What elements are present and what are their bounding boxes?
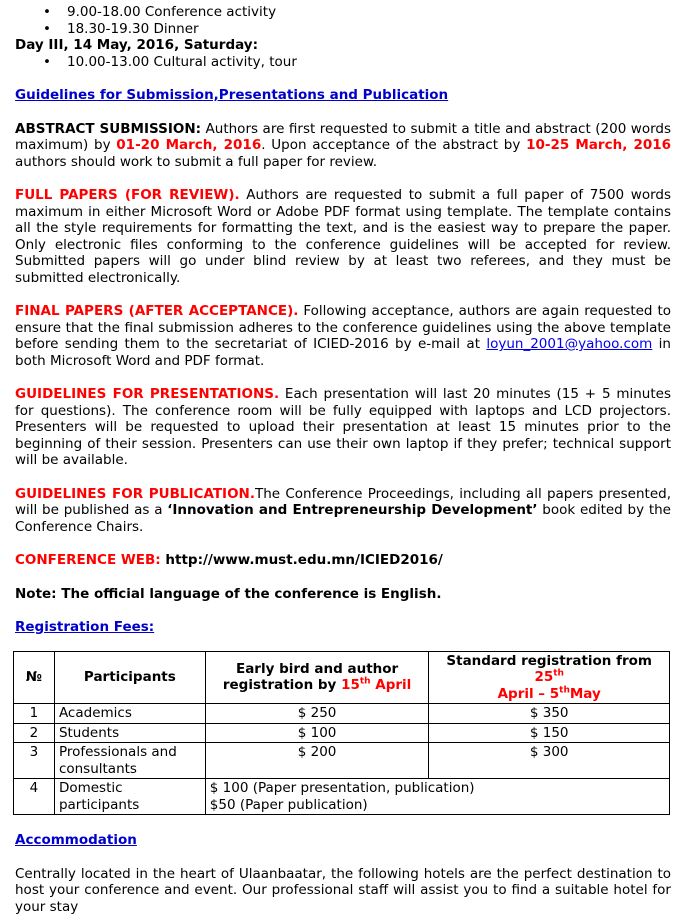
row-number: 2 <box>14 723 55 743</box>
presentations-text: Each presentation will last 20 minutes (15 + 5 minutes for questions). The conference room will be fully equipped with laptops and LCD projectors. Presenters will be requested to upload their presentation at least 15 minutes prior to the beginning of their session. Presenters can use their own laptop if they prefer; technical support will be available. <box>15 386 671 468</box>
table-row <box>14 723 670 743</box>
day3-heading: Day III, 14 May, 2016, Saturday: <box>15 37 671 54</box>
domestic-fee-line: $ 100 (Paper presentation, publication) <box>210 780 665 797</box>
header-date: 15 <box>341 677 360 693</box>
abstract-paragraph <box>15 121 671 171</box>
schedule-item: • 18.30-19.30 Dinner <box>15 21 671 38</box>
abstract-text: authors should work to submit a full paper for review. <box>15 154 377 170</box>
final-papers-text: Following acceptance, authors are again requested to ensure that the final submission adheres to the conference guidelines using the above template before sending them to the secretariat of ICIED-2016 by e-mail at <box>15 303 671 352</box>
row-number: 3 <box>14 743 55 779</box>
registration-fees-table <box>13 651 670 816</box>
row-number: 1 <box>14 704 55 724</box>
column-header-number: № <box>14 651 55 704</box>
registration-fees-heading-link[interactable]: Registration Fees: <box>15 619 154 635</box>
early-bird-fee: $ 250 <box>205 704 429 724</box>
table-row <box>14 743 670 779</box>
header-sup: th <box>553 669 564 679</box>
table-row <box>14 779 670 815</box>
conference-web-line <box>15 552 671 569</box>
domestic-fees <box>205 779 669 815</box>
header-text: Standard registration from <box>446 653 652 669</box>
participant-type: Academics <box>54 704 205 724</box>
accommodation-heading-link[interactable]: Accommodation <box>15 832 137 848</box>
early-bird-fee: $ 100 <box>205 723 429 743</box>
final-papers-paragraph <box>15 303 671 369</box>
table-header-row <box>14 651 670 704</box>
publication-text: The Conference Proceedings, including all papers presented, will be published as a <box>15 486 671 519</box>
abstract-label: ABSTRACT SUBMISSION: <box>15 121 201 137</box>
full-papers-label: FULL PAPERS (FOR REVIEW). <box>15 187 240 203</box>
standard-fee: $ 350 <box>429 704 670 724</box>
participant-type: Domestic participants <box>54 779 205 815</box>
presentations-paragraph <box>15 386 671 469</box>
publication-label: GUIDELINES FOR PUBLICATION. <box>15 486 255 502</box>
header-date: April – 5 <box>498 686 560 702</box>
standard-fee: $ 300 <box>429 743 670 779</box>
acceptance-date: 10-25 March, 2016 <box>526 137 671 153</box>
header-sup: th <box>559 685 570 695</box>
schedule-item: • 10.00-13.00 Cultural activity, tour <box>15 54 671 71</box>
column-header-participants: Participants <box>54 651 205 704</box>
column-header-early-bird <box>205 651 429 704</box>
language-note: Note: The official language of the conference is English. <box>15 586 671 603</box>
header-date: 25 <box>534 669 553 685</box>
full-papers-text: Authors are requested to submit a full paper of 7500 words maximum in either Microsoft Word or Adobe PDF format using template. The template contains all the style requirements for formatting the text, and is the easiest way to prepare the paper. Only electronic files conforming to the conference guidelines will be accepted for review. Submitted papers will go under blind review by at least two referees, and they must be submitted electronically. <box>15 187 671 286</box>
header-date: April <box>371 677 412 693</box>
full-papers-paragraph <box>15 187 671 286</box>
publication-paragraph <box>15 486 671 536</box>
conference-web-url: http://www.must.edu.mn/ICIED2016/ <box>161 552 443 568</box>
row-number: 4 <box>14 779 55 815</box>
abstract-text: Authors are first requested to submit a title and abstract (200 words maximum) by <box>15 121 671 154</box>
early-bird-date <box>341 677 411 693</box>
participant-type: Students <box>54 723 205 743</box>
standard-date-range <box>498 669 601 702</box>
final-papers-label: FINAL PAPERS (AFTER ACCEPTANCE). <box>15 303 298 319</box>
guidelines-heading-link[interactable]: Guidelines for Submission,Presentations and Publication <box>15 87 448 103</box>
header-sup: th <box>360 677 371 687</box>
early-bird-fee: $ 200 <box>205 743 429 779</box>
day2-schedule-list <box>15 4 671 37</box>
final-papers-text: in both Microsoft Word and PDF format. <box>15 336 671 369</box>
day3-schedule-list <box>15 54 671 71</box>
participant-type: Professionals and consultants <box>54 743 205 779</box>
conference-web-label: CONFERENCE WEB: <box>15 552 161 568</box>
domestic-fee-line: $50 (Paper publication) <box>210 797 665 814</box>
abstract-text: . Upon acceptance of the abstract by <box>261 137 526 153</box>
schedule-item: • 9.00-18.00 Conference activity <box>15 4 671 21</box>
publication-text: book edited by the Conference Chairs. <box>15 502 671 535</box>
presentations-label: GUIDELINES FOR PRESENTATIONS. <box>15 386 279 402</box>
header-date: May <box>570 686 601 702</box>
header-text: Early bird and author registration by <box>223 661 398 694</box>
standard-fee: $ 150 <box>429 723 670 743</box>
email-link[interactable]: loyun_2001@yahoo.com <box>486 336 652 352</box>
book-title: ‘Innovation and Entrepreneurship Development’ <box>167 502 537 518</box>
accommodation-paragraph: Centrally located in the heart of Ulaanbaatar, the following hotels are the perfect destination to host your conference and event. Our professional staff will assist you to find a suitable hotel for your stay <box>15 866 671 915</box>
abstract-deadline: 01-20 March, 2016 <box>116 137 261 153</box>
table-row <box>14 704 670 724</box>
column-header-standard <box>429 651 670 704</box>
